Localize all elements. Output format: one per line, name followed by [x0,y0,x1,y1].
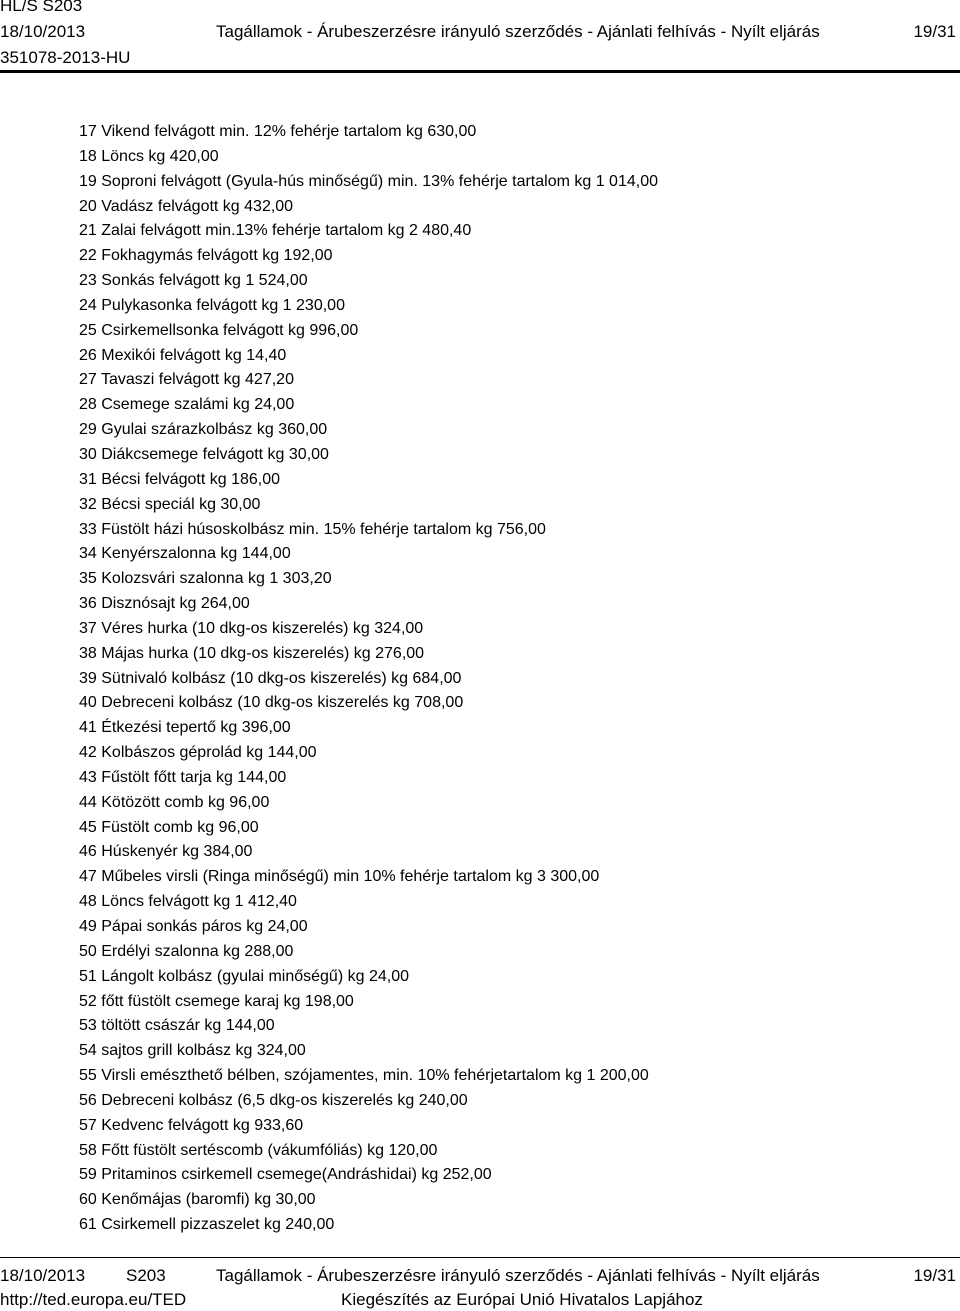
list-item: 29 Gyulai szárazkolbász kg 360,00 [79,421,328,439]
list-item: 45 Füstölt comb kg 96,00 [79,818,259,836]
list-item: 38 Májas hurka (10 dkg-os kiszerelés) kg 276,00 [79,644,425,662]
list-item: 33 Füstölt házi húsoskolbász min. 15% fehérje tartalom kg 756,00 [79,520,546,538]
list-item: 43 Fűstölt főtt tarja kg 144,00 [79,768,287,786]
footer-title: Tagállamok - Árubeszerzésre irányuló szerződés - Ajánlati felhívás - Nyílt eljárás [216,1266,820,1285]
list-item: 23 Sonkás felvágott kg 1 524,00 [79,272,308,290]
list-item: 18 Löncs kg 420,00 [79,147,219,165]
footer-divider [0,1257,960,1258]
footer-supplement: Kiegészítés az Európai Unió Hivatalos Lapjához [341,1290,703,1309]
list-item: 57 Kedvenc felvágott kg 933,60 [79,1116,304,1134]
footer-date: 18/10/2013 [0,1266,86,1285]
list-item: 59 Pritaminos csirkemell csemege(Andráshidai) kg 252,00 [79,1166,492,1184]
header-divider [0,70,960,73]
list-item: 53 töltött császár kg 144,00 [79,1017,275,1035]
header-doc-id: 351078-2013-HU [0,48,131,67]
list-item: 28 Csemege szalámi kg 24,00 [79,396,295,414]
header-title: Tagállamok - Árubeszerzésre irányuló szerződés - Ajánlati felhívás - Nyílt eljárás [216,22,820,41]
list-item: 27 Tavaszi felvágott kg 427,20 [79,371,294,389]
list-item: 50 Erdélyi szalonna kg 288,00 [79,942,294,960]
list-item: 22 Fokhagymás felvágott kg 192,00 [79,247,333,265]
list-item: 37 Véres hurka (10 dkg-os kiszerelés) kg 324,00 [79,619,424,637]
doc-type-label: HL/S S203 [0,0,83,15]
list-item: 21 Zalai felvágott min.13% fehérje tartalom kg 2 480,40 [79,222,472,240]
header-page-number: 19/31 [913,22,956,41]
ted-link[interactable]: http://ted.europa.eu/TED [0,1290,187,1309]
list-item: 34 Kenyérszalonna kg 144,00 [79,545,291,563]
list-item: 32 Bécsi speciál kg 30,00 [79,495,261,513]
list-item: 24 Pulykasonka felvágott kg 1 230,00 [79,296,345,314]
list-item: 20 Vadász felvágott kg 432,00 [79,197,294,215]
list-item: 17 Vikend felvágott min. 12% fehérje tartalom kg 630,00 [79,123,477,140]
list-item: 35 Kolozsvári szalonna kg 1 303,20 [79,570,332,588]
list-item: 49 Pápai sonkás páros kg 24,00 [79,918,308,935]
lot-item-list [79,120,658,1238]
list-item: 58 Főtt füstölt sertéscomb (vákumfóliás) kg 120,00 [79,1141,438,1159]
list-item: 41 Étkezési tepertő kg 396,00 [79,719,291,737]
list-item: 36 Disznósajt kg 264,00 [79,595,250,613]
header-date: 18/10/2013 [0,22,86,41]
list-item: 61 Csirkemell pizzaszelet kg 240,00 [79,1216,335,1234]
list-item: 56 Debreceni kolbász (6,5 dkg-os kiszerelés kg 240,00 [79,1091,468,1109]
footer-page-number: 19/31 [913,1266,956,1285]
list-item: 26 Mexikói felvágott kg 14,40 [79,346,287,364]
list-item: 25 Csirkemellsonka felvágott kg 996,00 [79,321,359,339]
list-item: 60 Kenőmájas (baromfi) kg 30,00 [79,1191,316,1209]
list-item: 31 Bécsi felvágott kg 186,00 [79,470,281,488]
footer-series: S203 [126,1266,166,1285]
list-item: 40 Debreceni kolbász (10 dkg-os kiszerelés kg 708,00 [79,694,464,712]
list-item: 47 Műbeles virsli (Ringa minőségű) min 10% fehérje tartalom kg 3 300,00 [79,868,600,886]
list-item: 51 Lángolt kolbász (gyulai minőségű) kg 24,00 [79,967,409,985]
list-item: 46 Húskenyér kg 384,00 [79,843,253,861]
list-item: 19 Soproni felvágott (Gyula-hús minőségű) min. 13% fehérje tartalom kg 1 014,00 [79,172,658,190]
list-item: 54 sajtos grill kolbász kg 324,00 [79,1042,306,1060]
list-item: 39 Sütnivaló kolbász (10 dkg-os kiszerelés) kg 684,00 [79,669,462,687]
list-item: 55 Virsli emészthető bélben, szójamentes, min. 10% fehérjetartalom kg 1 200,00 [79,1067,649,1085]
list-item: 44 Kötözött comb kg 96,00 [79,793,270,811]
list-item: 42 Kolbászos géprolád kg 144,00 [79,744,317,762]
list-item: 48 Löncs felvágott kg 1 412,40 [79,893,297,911]
list-item: 30 Diákcsemege felvágott kg 30,00 [79,445,329,463]
list-item: 52 főtt füstölt csemege karaj kg 198,00 [79,992,354,1010]
